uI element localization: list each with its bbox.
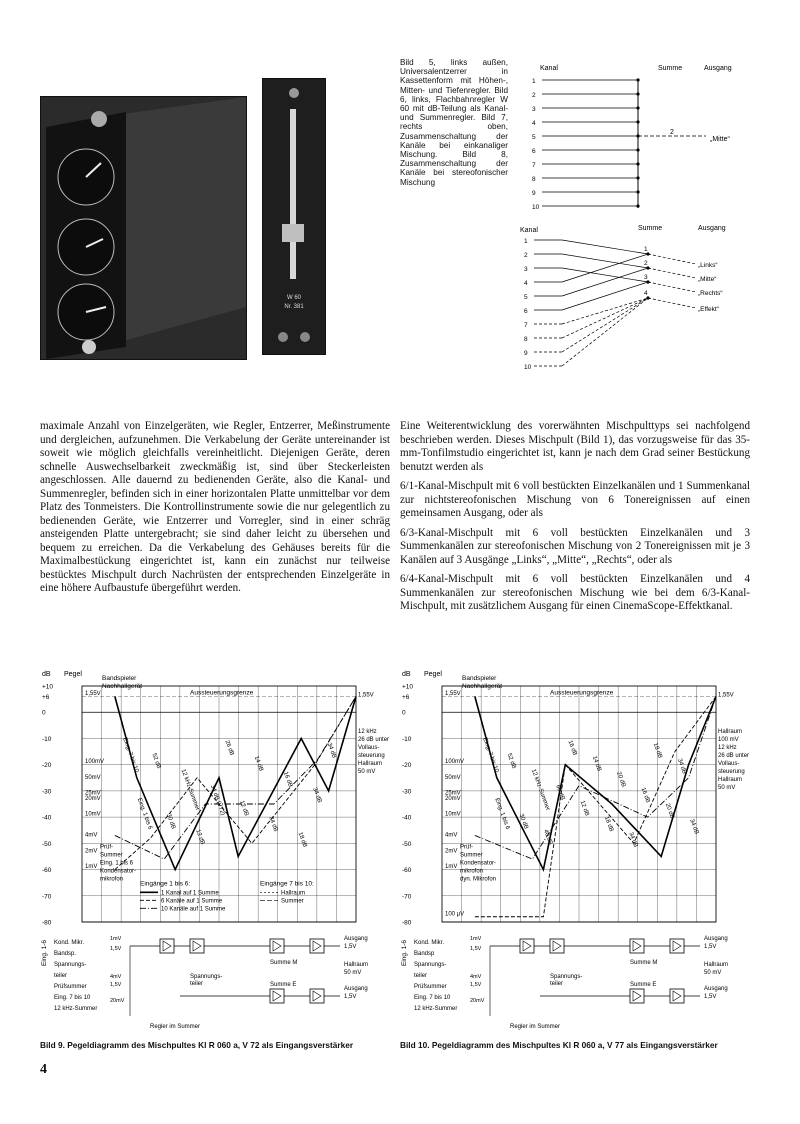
db-tick: -60 — [42, 867, 52, 875]
summe-header: Summe — [638, 225, 663, 232]
ausgang-header: Ausgang — [704, 65, 732, 72]
output-label: „Rechts“ — [698, 290, 723, 297]
paragraph: 6/1-Kanal-Mischpult mit 6 voll bestückten Einzelkanälen und 1 Summenkanal zur nichtstereofonischen Mischung von 6 Tonereignissen auf einen gemeinsamen Ausgang, oder als — [400, 480, 750, 519]
channel-number: 6 — [532, 148, 536, 155]
block-input-label: Eing. 7 bis 10 — [414, 995, 451, 1001]
legend-item: 10 Kanäle auf 1 Summe — [161, 906, 226, 913]
block-label: Regler im Summer — [510, 1024, 561, 1030]
block-level: 1mV — [110, 936, 122, 942]
input-label: Eing. 1 bis 6 — [100, 860, 134, 867]
level-label: 25mV — [85, 790, 101, 797]
block-level: 4mV — [110, 974, 122, 980]
legend-item: 6 Kanäle auf 1 Summe — [161, 898, 223, 905]
channel-number: 5 — [524, 294, 528, 301]
block-output-label: Hallraum — [704, 962, 729, 968]
level-label: 20mV — [445, 795, 461, 802]
block-output-label: 1,5V — [344, 944, 357, 950]
block-input-label: 12 kHz-Summer — [414, 1006, 458, 1012]
block-label: Regler im Summer — [150, 1024, 201, 1030]
channel-number: 10 — [532, 204, 540, 211]
db-tick: -50 — [402, 840, 412, 848]
slope-label: Eing. 7 bis 10 — [121, 737, 140, 774]
block-level: 20mV — [470, 998, 485, 1004]
input-label: Summer — [100, 852, 123, 859]
kanal-header: Kanal — [540, 65, 558, 72]
right-label: 12 kHz — [358, 729, 377, 736]
db-tick: -10 — [42, 735, 52, 743]
sum-number: 2 — [644, 260, 648, 267]
slope-label: 40 dB — [542, 828, 554, 846]
top-label: Bandspieler — [462, 675, 497, 682]
block-output-label: Ausgang — [344, 986, 368, 992]
body-text-right — [400, 420, 750, 620]
slope-label: 12 dB — [194, 828, 206, 846]
slope-label: 16 dB — [566, 739, 578, 757]
channel-number: 6 — [524, 308, 528, 315]
slope-label: 34 dB — [311, 786, 323, 804]
db-tick: +6 — [42, 693, 50, 701]
slope-label: 18 dB — [296, 831, 308, 849]
slope-label: 52 dB — [505, 752, 517, 770]
db-tick: 0 — [42, 709, 46, 717]
right-label: 12 kHz — [718, 745, 737, 752]
page-number: 4 — [40, 1062, 47, 1077]
right-label: 50 mV — [358, 769, 376, 776]
block-label: Summe E — [630, 982, 657, 988]
top-label: Nachhallgerät — [462, 683, 503, 690]
block-level: 20mV — [110, 998, 125, 1004]
block-label: Summe E — [270, 982, 297, 988]
output-label: „Effekt“ — [698, 306, 719, 313]
top-label: Nachhallgerät — [102, 683, 143, 690]
slope-label: 12 kHz-Summer — [179, 768, 201, 812]
block-input-label: Bandsp. — [54, 951, 77, 957]
db-tick: -40 — [42, 814, 52, 822]
block-level: 1,5V — [110, 946, 122, 952]
block-input-label: 12 kHz-Summer — [54, 1006, 98, 1012]
slope-label: 18 dB — [602, 815, 615, 833]
right-label: 26 dB unter — [358, 737, 390, 744]
sum-number: 2 — [670, 129, 674, 136]
block-output-label: Hallraum — [344, 962, 369, 968]
db-tick: 0 — [402, 709, 406, 717]
db-tick: -30 — [42, 788, 52, 796]
db-tick: -50 — [42, 840, 52, 848]
figure-caption-5-8: Bild 5, links außen, Universalentzerrer in Kassettenform mit Höhen-, Mitten- und Tiefenregler. Bild 6, links, Flachbahnregler W 60 mit dB-Teilung als Kanal- und Summenregler. Bild 7, rechts oben, Zusammenschaltung der Kanäle bei einkanaliger Mischung. Bild 8, Zusammenschaltung der Kanäle bei stereofonischer Mischung — [400, 58, 508, 187]
level-label: 10mV — [85, 811, 101, 818]
block-label: teiler — [190, 981, 204, 987]
level-label: 100mV — [445, 759, 465, 766]
block-side-label: Eing. 1-6 — [41, 939, 48, 966]
level-diagram-fig10 — [400, 668, 752, 1030]
channel-number: 3 — [524, 266, 528, 273]
block-input-label: Spannungs- — [54, 962, 87, 968]
block-input-label: Kond. Mikr. — [414, 940, 445, 946]
channel-number: 4 — [532, 120, 536, 127]
block-level: 1,5V — [470, 946, 482, 952]
slope-label: 12 kHz-Summer — [529, 768, 551, 812]
level-label: 50mV — [85, 774, 101, 781]
pegel-label: Pegel — [64, 671, 82, 678]
summe-header: Summe — [658, 65, 683, 72]
output-label: „Mitte“ — [698, 276, 717, 283]
level-curve — [475, 696, 716, 859]
block-level: 1,5V — [110, 982, 122, 988]
db-tick: -70 — [402, 893, 412, 901]
slope-label: 30 dB — [517, 813, 529, 830]
paragraph: maximale Anzahl von Einzelgeräten, wie Regler, Entzerrer, Meßinstrumente und dergleichen, aufzunehmen. Die Verkabelung der Geräte untereinander ist soweit wie möglich gleichfalls vereinheitlicht. Diejenigen Geräte, deren schnelle Auswechselbarkeit zweckmäßig ist, sind über Steckerleisten angeschlossen. Alle dauernd zu bedienenden Geräte, also die Kanal- und Summenregler, befinden sich in einer horizontalen Platte unmittelbar vor dem Platz des Tonmeisters. Die Kontrollinstrumente sowie die nur gelegentlich zu bedienenden Geräte, wie Entzerrer und Vorregler, sind in einer schräg ansteigenden Platte untergebracht; sie sind daher leicht zu übersehen und bequem zu erreichen. Da die Verkabelung des Gehäuses bereits für die Maximalbestückung eingerichtet ist, kann ein zunächst nur teilweise bestücktes Mischpult durch Nachrüsten der entsprechenden Einzelgeräte in eine höhere Aufbaustufe übergeführt werden. — [40, 420, 390, 594]
channel-number: 1 — [524, 238, 528, 245]
block-output-label: 50 mV — [704, 970, 722, 976]
slope-label: 34 dB — [688, 818, 700, 836]
channel-number: 5 — [532, 134, 536, 141]
block-output-label: 1,5V — [344, 994, 357, 1000]
channel-number: 9 — [524, 350, 528, 357]
block-input-label: Prüfsummer — [414, 984, 447, 990]
slope-label: 26 dB — [223, 739, 235, 757]
block-side-label: Eing. 1-6 — [401, 939, 408, 966]
sum-number: 4 — [644, 290, 648, 297]
block-label: teiler — [550, 981, 564, 987]
pegel-label: Pegel — [424, 671, 442, 678]
input-label: dyn. Mikrofon — [460, 876, 497, 883]
channel-number: 3 — [532, 106, 536, 113]
channel-number: 8 — [524, 336, 528, 343]
level-curve — [115, 696, 356, 859]
block-input-label: Bandsp — [414, 951, 435, 957]
level-diagram-fig9 — [40, 668, 392, 1030]
slope-label: 20 dB — [663, 802, 675, 820]
legend-title: Eingänge 7 bis 10: — [260, 880, 314, 888]
level-curve — [115, 696, 356, 869]
right-label: 26 dB unter — [718, 753, 750, 760]
slope-label: 12 dB — [578, 800, 590, 817]
slope-label: 14 dB — [252, 755, 264, 773]
svg-text:W 60: W 60 — [286, 295, 302, 301]
fig10-caption: Bild 10. Pegeldiagramm des Mischpultes Kl R 060 a, V 77 als Eingangsverstärker — [400, 1040, 718, 1050]
block-output-label: Ausgang — [704, 986, 728, 992]
db-tick: +6 — [402, 693, 410, 701]
block-input-label: Spannungs- — [414, 962, 447, 968]
sum-number: 1 — [644, 246, 648, 253]
slope-label: 20 dB — [615, 771, 627, 788]
db-axis-label: dB — [42, 671, 51, 678]
level-label: 1mV — [85, 864, 98, 871]
db-tick: +10 — [402, 683, 414, 691]
channel-number: 7 — [532, 162, 536, 169]
db-tick: -30 — [402, 788, 412, 796]
level-label: 20mV — [85, 795, 101, 802]
fig9-caption: Bild 9. Pegeldiagramm des Mischpultes Kl R 060 a, V 72 als Eingangsverstärker — [40, 1040, 354, 1050]
right-label: 1,55V — [358, 692, 374, 699]
level-label: 4mV — [445, 832, 458, 839]
body-text-left — [40, 420, 390, 602]
output-mitte: „Mitte“ — [710, 136, 730, 143]
block-label: Spannungs- — [550, 974, 583, 980]
level-label: 25mV — [445, 790, 461, 797]
output-label: „Links“ — [698, 262, 718, 269]
block-input-label: Kond. Mikr. — [54, 940, 85, 946]
input-label: mikrofon — [100, 876, 124, 883]
slope-label: 16 dB — [639, 786, 651, 804]
diagram-mono-mixing — [520, 60, 760, 220]
sum-number: 3 — [644, 274, 648, 281]
paragraph: 6/3-Kanal-Mischpult mit 6 voll bestückten Einzelkanälen und 3 Summenkanälen zur stereofonischen Mischung von 2 Tonereignissen mit je 3 Kanälen auf 3 Ausgänge „Links“, „Mitte“, „Rechts“, oder als — [400, 526, 750, 566]
db-tick: -80 — [402, 919, 412, 927]
slope-label: 30 dB — [165, 813, 177, 830]
level-label: 1mV — [445, 864, 458, 871]
block-output-label: 1,5V — [704, 944, 717, 950]
db-tick: -20 — [42, 762, 52, 770]
kanal-header: Kanal — [520, 227, 538, 234]
block-level: 4mV — [470, 974, 482, 980]
slope-label: 52 dB — [150, 752, 162, 770]
input-label: Kondensator- — [460, 860, 497, 867]
block-label: Spannungs- — [190, 974, 223, 980]
db-tick: -40 — [402, 814, 412, 822]
paragraph: Eine Weiterentwicklung des vorerwähnten Mischpulttyps sei nachfolgend beschrieben werden. Dieses Mischpult (Bild 1), das vorzugsweise für das 35-mm-Tonfilmstudio eingerichtet ist, kann je nach dem Grad seiner Bestückung benutzt werden als — [400, 420, 750, 473]
level-label: 1,55V — [85, 690, 101, 697]
db-tick: -60 — [402, 867, 412, 875]
channel-number: 8 — [532, 176, 536, 183]
db-tick: -20 — [402, 762, 412, 770]
top-label: Bandspieler — [102, 675, 137, 682]
legend-item: Hallraum — [281, 890, 306, 897]
channel-number: 2 — [524, 252, 528, 259]
equalizer-photo — [40, 96, 247, 360]
block-output-label: Ausgang — [344, 936, 368, 942]
db-tick: +10 — [42, 683, 54, 691]
block-input-label: teiler — [54, 973, 68, 979]
channel-number: 4 — [524, 280, 528, 287]
right-label: Hallraum — [718, 729, 743, 736]
right-label: Vollaus- — [718, 761, 740, 768]
level-label: 100 µV — [445, 911, 465, 918]
block-output-label: 1,5V — [704, 994, 717, 1000]
block-level: 1,5V — [470, 982, 482, 988]
db-tick: -10 — [402, 735, 412, 743]
block-input-label: Eing. 7 bis 10 — [54, 995, 91, 1001]
level-label: 2mV — [85, 848, 98, 855]
svg-text:Nr. 381: Nr. 381 — [284, 304, 304, 310]
slope-label: 34 dB — [627, 831, 639, 849]
block-output-label: 50 mV — [344, 970, 362, 976]
diagram-stereo-mixing — [520, 220, 760, 380]
level-label: 50mV — [445, 774, 461, 781]
paragraph: 6/4-Kanal-Mischpult mit 6 voll bestückten Einzelkanälen und 4 Summenkanälen zur stereofonischen Mischung wie bei dem 6/3-Kanal-Mischpult, mit zusätzlichem Ausgang für einen CinemaScope-Effektkanal. — [400, 573, 750, 612]
db-tick: -70 — [42, 893, 52, 901]
right-label: Hallraum — [718, 777, 743, 784]
legend-title: Eingänge 1 bis 6: — [140, 880, 191, 888]
level-label: 1,55V — [445, 690, 461, 697]
block-level: 1mV — [470, 936, 482, 942]
block-output-label: Ausgang — [704, 936, 728, 942]
input-label: Kondensator- — [100, 868, 137, 875]
level-label: 2mV — [445, 848, 458, 855]
slope-label: 12 dB — [238, 800, 250, 817]
channel-number: 7 — [524, 322, 528, 329]
input-label: Prüf- — [100, 844, 114, 851]
slope-label: Eing. 7 bis 10 — [481, 737, 500, 774]
slope-label: 14 dB — [590, 755, 602, 773]
right-label: Hallraum — [358, 761, 383, 768]
legend-item: 1 Kanal auf 1 Summe — [161, 890, 219, 897]
slope-label: 34 dB — [267, 815, 279, 833]
slope-label: 34 dB (V72) — [208, 784, 226, 817]
ausgang-header: Ausgang — [698, 225, 726, 232]
channel-number: 10 — [524, 364, 532, 371]
legend-item: Summer — [281, 898, 304, 905]
slope-label: 18 dB — [651, 742, 663, 760]
slope-label: Eing. 1 bis 6 — [493, 797, 511, 831]
fader-photo — [262, 78, 326, 355]
channel-number: 9 — [532, 190, 536, 197]
block-label: Summe M — [270, 960, 298, 966]
slope-label: 60 dB — [554, 784, 566, 802]
level-label: 100mV — [85, 759, 105, 766]
right-label: 1,55V — [718, 692, 734, 699]
right-label: 50 mV — [718, 785, 736, 792]
slope-label: 16 dB — [281, 771, 293, 788]
input-label: Prüf- — [460, 844, 474, 851]
slope-label: 34 dB — [676, 758, 688, 775]
input-label: Summer — [460, 852, 483, 859]
channel-number: 1 — [532, 78, 536, 85]
input-label: mikrofon — [460, 868, 484, 875]
slope-label: 34 dB — [325, 742, 337, 760]
db-tick: -80 — [42, 919, 52, 927]
right-label: steuerung — [358, 753, 385, 760]
channel-number: 2 — [532, 92, 536, 99]
db-axis-label: dB — [402, 671, 411, 678]
block-input-label: Prüfsummer — [54, 984, 87, 990]
top-label: Aussteuerungsgrenze — [190, 689, 254, 697]
level-curve — [475, 696, 716, 869]
right-label: Vollaus- — [358, 745, 380, 752]
slope-label: Eing. 1 bis 6 — [135, 797, 153, 831]
block-input-label: teiler — [414, 973, 428, 979]
level-label: 4mV — [85, 832, 98, 839]
block-label: Summe M — [630, 960, 658, 966]
top-label: Aussteuerungsgrenze — [550, 689, 614, 697]
right-label: steuerung — [718, 769, 745, 776]
right-label: 100 mV — [718, 737, 739, 744]
level-label: 10mV — [445, 811, 461, 818]
